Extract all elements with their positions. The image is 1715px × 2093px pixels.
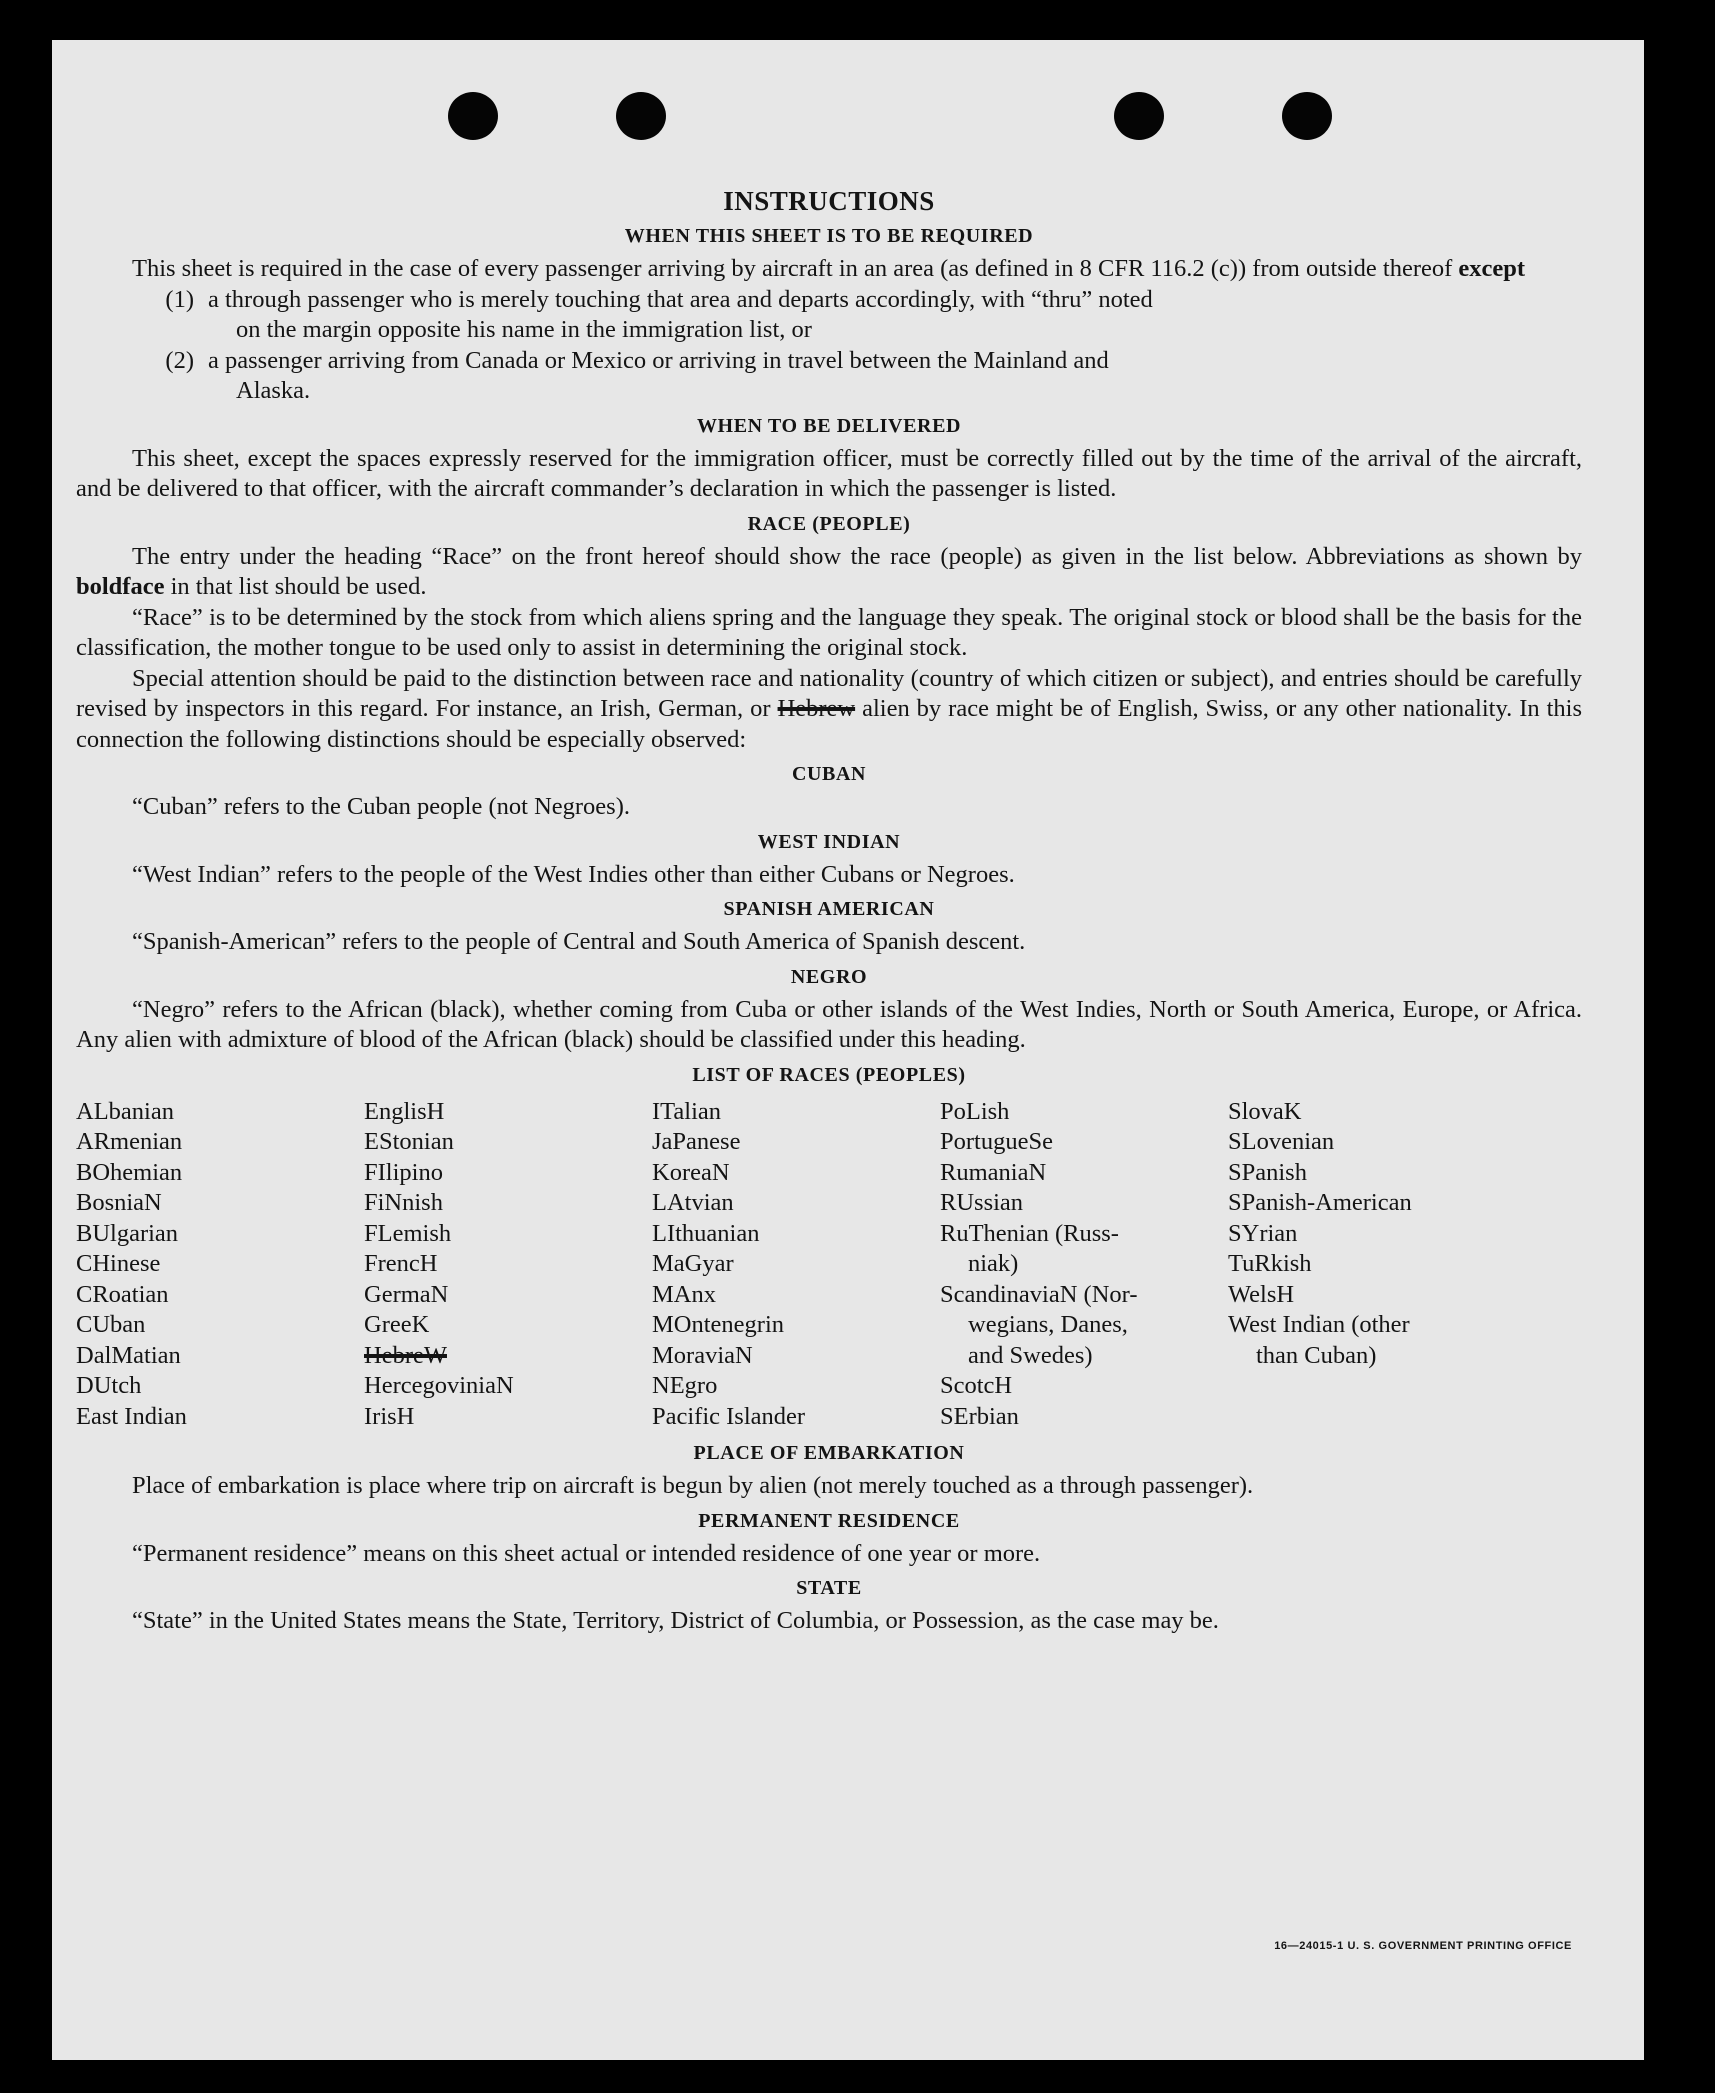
except-keyword: except (1458, 255, 1526, 282)
instruction-sheet (52, 40, 1644, 2060)
race-entry: MOntenegrin (652, 1311, 784, 1338)
punch-hole (1114, 92, 1164, 140)
race-entry: East Indian (76, 1402, 187, 1430)
race-entry: SlovaK (1228, 1097, 1302, 1125)
race-entry: ITalian (652, 1097, 722, 1125)
race-entry: TuRkish (1228, 1250, 1312, 1277)
negro-text: “Negro” refers to the African (black), whether coming from Cuba or other islands of the West Indies, North or South America, Europe, or Africa. Any alien with admixture of blood of the African (black) should be classified under this heading. (76, 995, 1582, 1053)
section-heading-delivered: WHEN TO BE DELIVERED (696, 414, 962, 437)
race-entry-struck: HebreW (364, 1341, 447, 1369)
race-paragraph: Special attention should be paid to the distinction between race and nationality (country of which citizen or subject), and entries should be carefully revised by inspectors in this regard. For instance, an Irish, German, or Hebrew alien by race might be of English, Swiss, or any other nationality. In this connection the following distinctions should be especially observed: (76, 664, 1583, 753)
race-entry: KoreaN (652, 1158, 730, 1186)
section-heading-cuban: CUBAN (791, 763, 867, 785)
race-entry: BUlgarian (76, 1219, 179, 1247)
section-heading-residence: PERMANENT RESIDENCE (698, 1509, 960, 1532)
section-heading-negro: NEGRO (790, 965, 868, 988)
race-entry: SLovenian (1228, 1128, 1335, 1155)
race-entry: FiNnish (364, 1189, 443, 1216)
state-text: “State” in the United States means the State, Territory, District of Columbia, or Possession, as the case may be. (132, 1607, 1219, 1634)
race-entry: RuThenian (Russ- (940, 1219, 1119, 1247)
race-entry: SErbian (940, 1402, 1019, 1430)
race-entry: NEgro (652, 1372, 718, 1399)
section-heading-race: RACE (PEOPLE) (747, 512, 911, 535)
race-entry: DalMatian (76, 1341, 181, 1369)
race-entry: BosniaN (76, 1189, 162, 1216)
exception-item: (2) a passenger arriving from Canada or Mexico or arriving in travel between the Mainland and Alaska. (165, 346, 1109, 404)
race-entry: DUtch (76, 1372, 142, 1399)
page-title: INSTRUCTIONS (723, 186, 935, 216)
delivered-paragraph: This sheet, except the spaces expressly reserved for the immigration officer, must be correctly filled out by the time of the arrival of the aircraft, and be delivered to that officer, with the aircraft commander’s declaration in which the passenger is listed. (76, 444, 1582, 502)
races-column (652, 1097, 940, 1433)
race-entry: CRoatian (76, 1280, 169, 1308)
race-entry: RUssian (940, 1189, 1024, 1216)
race-entry: FLemish (364, 1219, 452, 1247)
race-entry-continued: and Swedes) (968, 1341, 1093, 1369)
race-entry: LIthuanian (652, 1219, 760, 1247)
race-entry: PortugueSe (940, 1128, 1053, 1155)
section-heading-spanish-american: SPANISH AMERICAN (723, 898, 935, 920)
punch-hole (448, 92, 498, 140)
race-entry: EnglisH (364, 1097, 445, 1125)
races-column (364, 1097, 652, 1433)
race-entry: WelsH (1228, 1280, 1295, 1308)
section-heading-embarkation: PLACE OF EMBARKATION (693, 1442, 965, 1464)
race-entry: IrisH (364, 1402, 415, 1430)
race-entry: BOhemian (76, 1158, 183, 1186)
boldface-keyword: boldface (76, 573, 165, 600)
struck-word: Hebrew (777, 695, 856, 722)
race-entry: MoraviaN (652, 1341, 753, 1369)
race-entry: CHinese (76, 1250, 161, 1277)
west-indian-text: “West Indian” refers to the people of the West Indies other than either Cubans or Negroes. (132, 860, 1015, 888)
race-entry: HercegoviniaN (364, 1372, 514, 1399)
race-entry: SPanish-American (1228, 1189, 1412, 1216)
race-entry: JaPanese (652, 1128, 741, 1155)
race-entry: ScandinaviaN (Nor- (940, 1280, 1138, 1308)
race-entry: EStonian (364, 1128, 454, 1155)
race-entry-continued: wegians, Danes, (968, 1311, 1128, 1338)
punch-hole (1282, 92, 1332, 140)
race-entry: MaGyar (652, 1250, 734, 1277)
race-entry: CUban (76, 1311, 146, 1338)
race-entry: SYrian (1228, 1219, 1298, 1247)
races-list (76, 1097, 1582, 1433)
race-entry: MAnx (652, 1280, 716, 1308)
race-paragraph: The entry under the heading “Race” on the front hereof should show the race (people) as given in the list below. Abbreviations as shown by boldface in that list should be used. (76, 542, 1582, 600)
embarkation-text: Place of embarkation is place where trip on aircraft is begun by alien (not merely touched as a through passenger). (132, 1472, 1254, 1499)
race-entry-continued: niak) (968, 1250, 1019, 1277)
printing-office-code: 16—24015-1 U. S. GOVERNMENT PRINTING OFFICE (1274, 1940, 1572, 1952)
cuban-text: “Cuban” refers to the Cuban people (not Negroes). (132, 793, 630, 820)
race-entry: GermaN (364, 1280, 449, 1308)
race-entry: SPanish (1228, 1158, 1307, 1186)
race-paragraph: “Race” is to be determined by the stock from which aliens spring and the language they speak. The original stock or blood shall be the basis for the classification, the mother tongue to be used only to assist in determining the original stock. (76, 603, 1582, 661)
race-entry: PoLish (940, 1097, 1010, 1125)
section-heading-required: WHEN THIS SHEET IS TO BE REQUIRED (624, 225, 1034, 247)
residence-text: “Permanent residence” means on this sheet actual or intended residence of one year or more. (132, 1539, 1041, 1567)
race-entry: West Indian (other (1228, 1311, 1410, 1338)
race-entry: LAtvian (652, 1189, 734, 1216)
race-entry: GreeK (364, 1311, 430, 1338)
race-entry: FrencH (364, 1250, 438, 1277)
race-entry: ARmenian (76, 1128, 183, 1155)
race-entry: ScotcH (940, 1372, 1013, 1399)
races-column (1228, 1097, 1516, 1433)
race-entry: FIlipino (364, 1158, 443, 1186)
race-entry: ALbanian (76, 1097, 174, 1125)
punch-hole (616, 92, 666, 140)
section-heading-west-indian: WEST INDIAN (757, 830, 901, 853)
race-entry: RumaniaN (940, 1158, 1047, 1186)
race-entry-continued: than Cuban) (1256, 1341, 1377, 1369)
required-paragraph: This sheet is required in the case of every passenger arriving by aircraft in an area (as defined in 8 CFR 116.2 (c)) from outside thereof except (132, 255, 1526, 282)
section-heading-state: STATE (796, 1577, 862, 1599)
section-heading-races-list: LIST OF RACES (PEOPLES) (692, 1063, 966, 1086)
races-column (76, 1097, 364, 1433)
races-column (940, 1097, 1228, 1433)
spanish-american-text: “Spanish-American” refers to the people of Central and South America of Spanish descent. (132, 928, 1026, 955)
exception-item: (1) a through passenger who is merely touching that area and departs accordingly, with “thru” noted on the margin opposite his name in the immigration list, or (165, 285, 1153, 343)
race-entry: Pacific Islander (652, 1402, 806, 1430)
